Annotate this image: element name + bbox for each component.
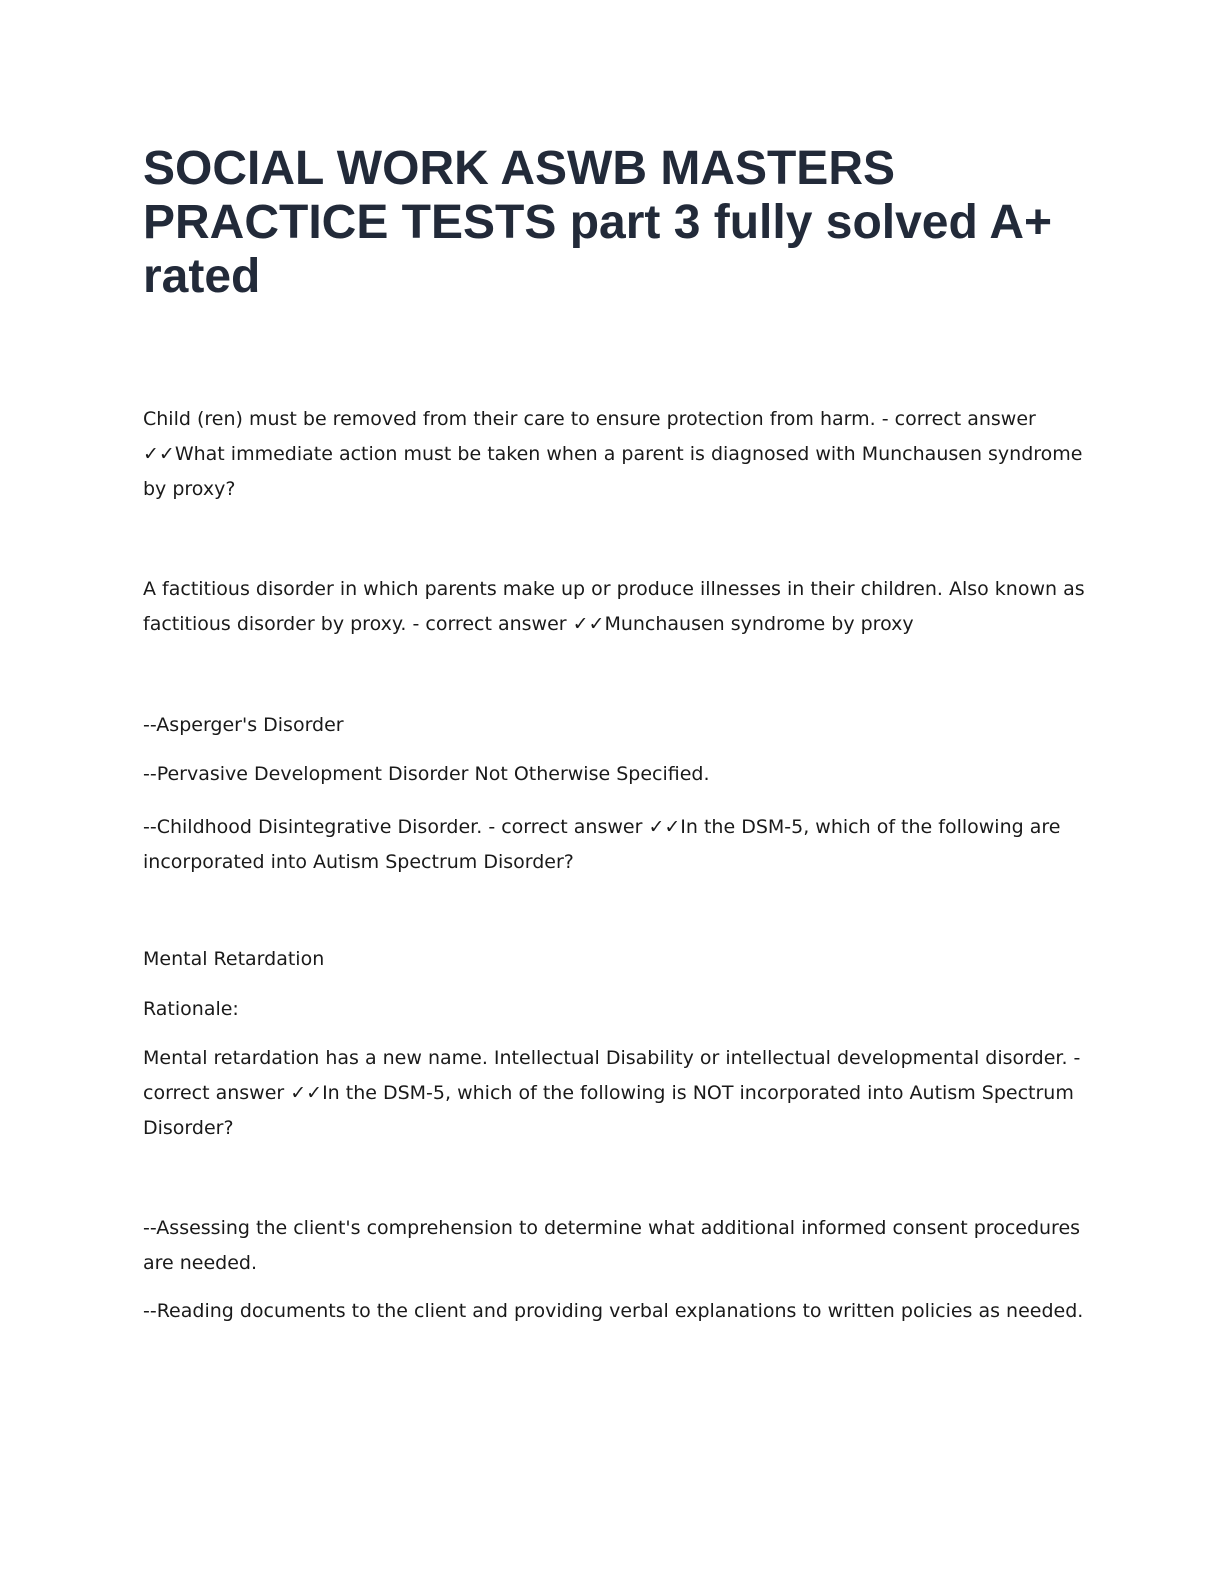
paragraph-mental-retardation: Mental Retardation: [143, 948, 325, 970]
paragraph-assessing-comprehension: --Assessing the client's comprehension to determine what additional informed consent procedures are needed.: [143, 1217, 1081, 1274]
paragraph-munchausen-definition: A factitious disorder in which parents make up or produce illnesses in their children. Also known as factitious disorder by proxy. - correct answer ✓✓Munchausen syndrome by proxy: [143, 578, 1085, 635]
paragraph-childhood-disintegrative: --Childhood Disintegrative Disorder. - correct answer ✓✓In the DSM-5, which of the following are incorporated into Autism Spectrum Disorder?: [143, 816, 1061, 873]
paragraph-munchausen-action: Child (ren) must be removed from their care to ensure protection from harm. - correct answer ✓✓What immediate action must be taken when a parent is diagnosed with Munchausen syndrome by proxy?: [143, 408, 1083, 500]
paragraph-rationale: Rationale:: [143, 998, 239, 1020]
paragraph-intellectual-disability: Mental retardation has a new name. Intellectual Disability or intellectual developmental disorder. - correct answer ✓✓In the DSM-5, which of the following is NOT incorporated into Autism Spectrum Disorder?: [143, 1047, 1081, 1139]
document-title: SOCIAL WORK ASWB MASTERS PRACTICE TESTS part 3 fully solved A+ rated: [143, 142, 1053, 303]
paragraph-aspergers: --Asperger's Disorder: [143, 714, 344, 736]
paragraph-reading-documents: --Reading documents to the client and providing verbal explanations to written policies as needed.: [143, 1300, 1084, 1322]
paragraph-pervasive-development: --Pervasive Development Disorder Not Otherwise Specified.: [143, 763, 710, 785]
